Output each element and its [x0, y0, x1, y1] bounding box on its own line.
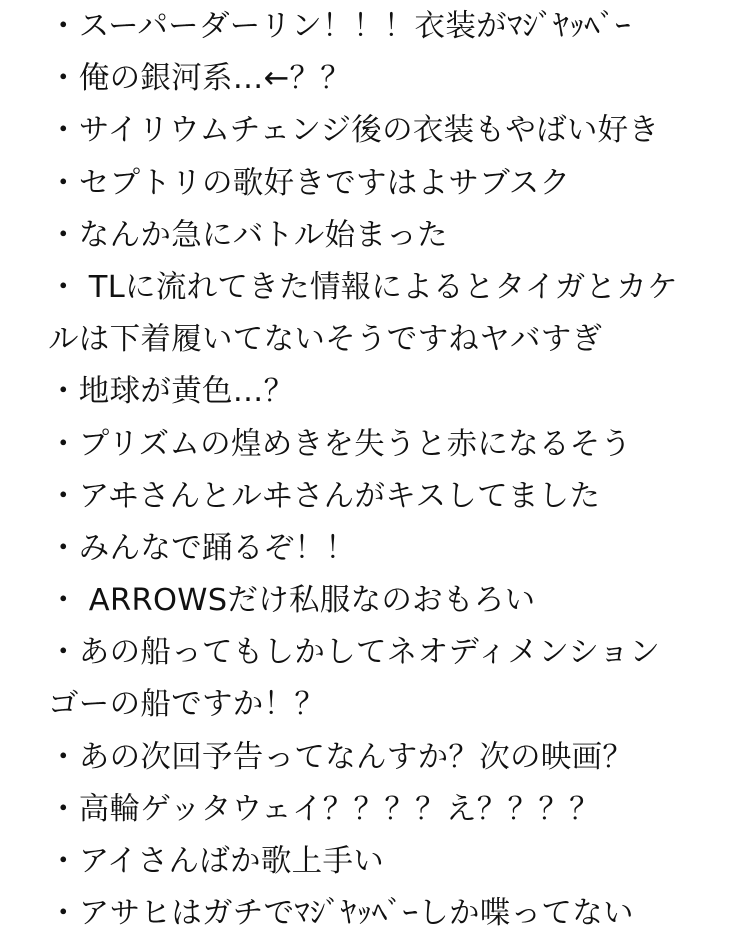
note-line-11: ・みんなで踊るぞ！！ [48, 530, 356, 566]
note-line-9: ・プリズムの煌めきを失うと赤になるそう [48, 426, 632, 462]
note-line-4: ・セプトリの歌好きですはよサブスク [48, 165, 571, 201]
note-line-12: ・ ARROWSだけ私服なのおもろい [48, 583, 536, 619]
note-line-3: ・サイリウムチェンジ後の衣装もやばい好き [48, 113, 660, 149]
note-line-10: ・アヰさんとルヰさんがキスしてました [48, 478, 601, 514]
note-line-5: ・なんか急にバトル始まった [48, 217, 448, 253]
note-line-18: ・アサヒはガチでﾏｼﾞﾔｯﾍﾞｰしか喋ってない [48, 896, 634, 932]
note-line-14: ゴーの船ですか！？ [48, 687, 326, 723]
note-line-2: ・俺の銀河系…←？？ [48, 61, 352, 97]
note-line-17: ・アイさんばか歌上手い [48, 844, 385, 879]
note-line-6: ・ TLに流れてきた情報によるとタイガとカケ [48, 269, 678, 305]
note-line-7: ルは下着履いてないそうですねヤバすぎ [48, 322, 603, 358]
note-line-16: ・高輪ゲッタウェイ？？？？え？？？？ [48, 791, 600, 827]
note-line-8: ・地球が黄色…？ [48, 374, 295, 410]
note-line-13: ・あの船ってもしかしてネオディメンション [48, 635, 661, 671]
note-line-15: ・あの次回予告ってなんすか？次の映画？ [48, 739, 634, 775]
note-line-1: ・スーパーダーリン！！！衣装がﾏｼﾞﾔｯﾍﾞｰ [48, 9, 631, 44]
